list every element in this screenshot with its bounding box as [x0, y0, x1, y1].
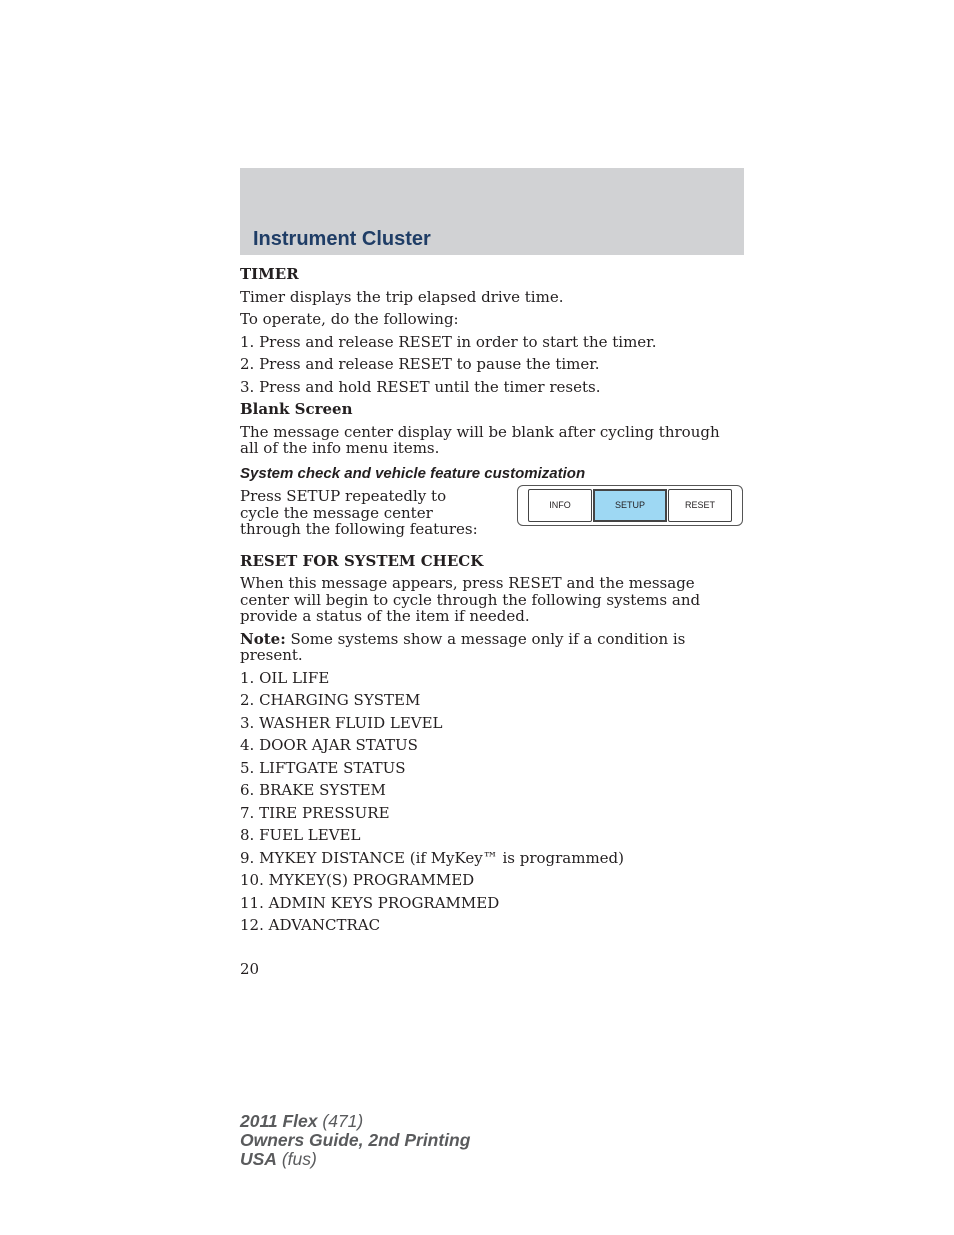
- section-title: Instrument Cluster: [253, 228, 431, 250]
- list-item: 12. ADVANCTRAC: [240, 916, 381, 934]
- note: [240, 631, 740, 664]
- timer-step: 1. Press and release RESET in order to start the timer.: [240, 332, 657, 351]
- list-item: 9. MYKEY DISTANCE (if MyKey™ is programmed): [240, 848, 625, 867]
- reset-check-heading: RESET FOR SYSTEM CHECK: [240, 551, 484, 570]
- timer-intro: Timer displays the trip elapsed drive time.: [240, 287, 564, 306]
- footer-region-line: [240, 1150, 470, 1169]
- list-item: 3. WASHER FLUID LEVEL: [240, 713, 443, 732]
- timer-heading: TIMER: [240, 265, 299, 283]
- timer-operate: To operate, do the following:: [240, 310, 459, 328]
- list-item: 10. MYKEY(S) PROGRAMMED: [240, 871, 475, 889]
- system-check-list: [240, 670, 740, 934]
- list-item: 5. LIFTGATE STATUS: [240, 758, 406, 777]
- timer-step: 2. Press and release RESET to pause the timer.: [240, 355, 600, 373]
- footer-model-line: [240, 1112, 470, 1131]
- footer-guide-line: [240, 1131, 470, 1150]
- note-label: Note:: [240, 629, 286, 648]
- footer-region-code: (fus): [276, 1149, 317, 1169]
- section-header-band: [240, 168, 744, 255]
- list-item: 8. FUEL LEVEL: [240, 826, 361, 844]
- page-content: [240, 266, 740, 934]
- footer-region: USA: [240, 1149, 277, 1169]
- list-item: 4. DOOR AJAR STATUS: [240, 736, 418, 754]
- message-center-controls: [517, 485, 743, 526]
- list-item: 11. ADMIN KEYS PROGRAMMED: [240, 893, 500, 912]
- info-button: INFO: [528, 489, 592, 522]
- reset-check-text: When this message appears, press RESET and the message center will begin to cycle through the following systems and provide a status of the item if needed.: [240, 574, 701, 625]
- list-item: 1. OIL LIFE: [240, 668, 330, 687]
- list-item: 2. CHARGING SYSTEM: [240, 691, 421, 709]
- reset-button: RESET: [668, 489, 732, 522]
- list-item: 7. TIRE PRESSURE: [240, 803, 390, 822]
- timer-step: 3. Press and hold RESET until the timer resets.: [240, 377, 601, 396]
- setup-row: [240, 488, 740, 538]
- footer: [240, 1112, 470, 1169]
- footer-model: 2011 Flex: [240, 1111, 318, 1131]
- list-item: 6. BRAKE SYSTEM: [240, 781, 386, 799]
- setup-text: Press SETUP repeatedly to cycle the message center through the following features:: [240, 487, 478, 538]
- system-check-heading: System check and vehicle feature customization: [240, 464, 586, 482]
- setup-button: SETUP: [593, 489, 667, 522]
- page-number: 20: [240, 960, 260, 978]
- blank-screen-text: The message center display will be blank after cycling through all of the info menu items.: [240, 422, 720, 457]
- footer-model-code: (471): [317, 1111, 364, 1131]
- blank-screen-heading: Blank Screen: [240, 400, 353, 418]
- note-text: Some systems show a message only if a condition is present.: [240, 629, 686, 664]
- footer-guide: Owners Guide, 2nd Printing: [240, 1130, 471, 1150]
